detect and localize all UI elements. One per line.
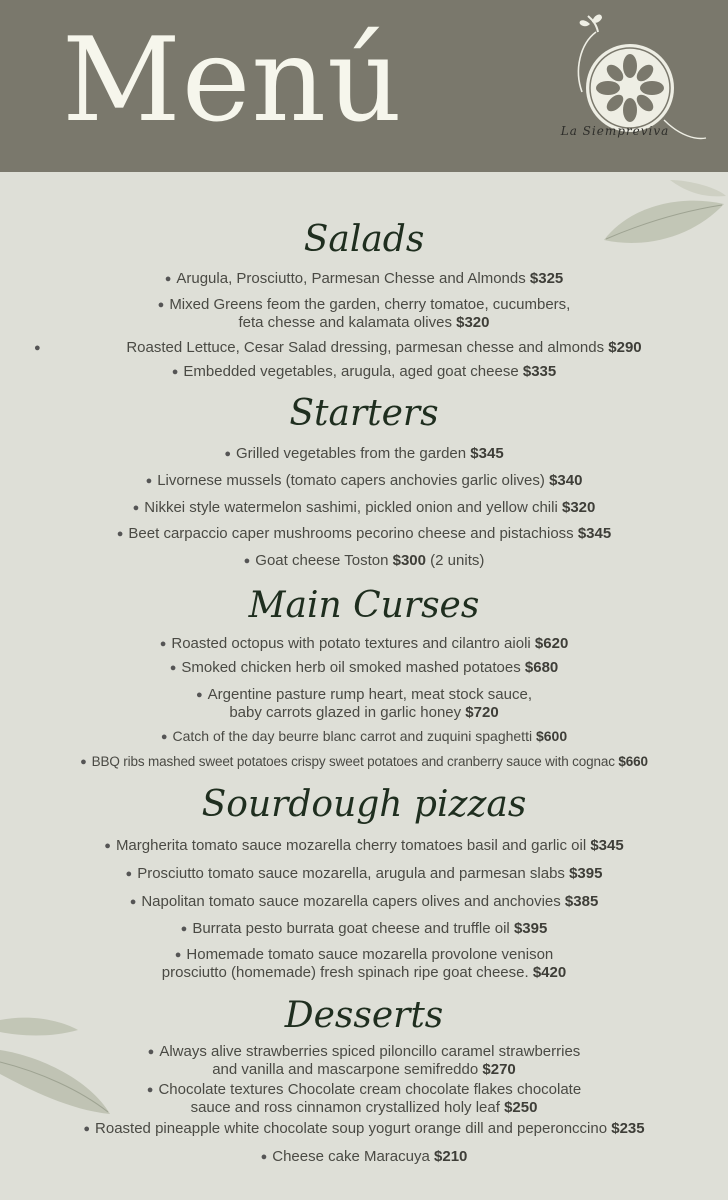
menu-item xyxy=(0,499,728,517)
item-description: Roasted octopus with potato textures and cilantro aioli xyxy=(171,635,531,652)
section-title-desserts: Desserts xyxy=(284,995,444,1036)
item-price: $660 xyxy=(618,754,648,769)
item-description: Napolitan tomato sauce mozarella capers olives and anchovies xyxy=(141,893,561,910)
item-description: Prosciutto tomato sauce mozarella, arugula and parmesan slabs xyxy=(137,865,565,882)
menu-item xyxy=(0,552,728,570)
item-price: $300 xyxy=(392,552,426,569)
bullet-icon: ● xyxy=(171,366,179,378)
section-title-starters: Starters xyxy=(289,393,439,434)
item-description: Chocolate textures Chocolate cream chocolate flakes chocolate xyxy=(158,1081,582,1098)
menu-item xyxy=(0,635,728,653)
item-price: $270 xyxy=(482,1061,516,1078)
bullet-icon: ● xyxy=(174,949,182,961)
menu-item xyxy=(0,1081,728,1116)
menu-item xyxy=(0,296,728,331)
bullet-icon: ● xyxy=(83,1123,91,1135)
item-description: Burrata pesto burrata goat cheese and truffle oil xyxy=(192,920,510,937)
bullet-icon: ● xyxy=(147,1046,155,1058)
menu-item xyxy=(0,472,728,490)
item-description: Margherita tomato sauce mozarella cherry tomatoes basil and garlic oil xyxy=(115,837,587,854)
item-price: $290 xyxy=(608,339,642,356)
item-description-line2: prosciutto (homemade) fresh spinach ripe goat cheese. xyxy=(161,964,529,981)
bullet-icon: ● xyxy=(80,756,87,768)
item-price: $235 xyxy=(611,1120,645,1137)
bullet-icon: ● xyxy=(260,1151,268,1163)
item-description: Grilled vegetables from the garden xyxy=(235,445,467,462)
menu-item xyxy=(0,270,728,288)
header-banner xyxy=(0,0,728,172)
item-price: $320 xyxy=(561,499,596,516)
menu-item xyxy=(0,865,728,883)
menu-item xyxy=(0,686,728,721)
bullet-icon: ● xyxy=(169,662,177,674)
item-price: $620 xyxy=(534,635,569,652)
bullet-icon: ● xyxy=(125,868,133,880)
item-price: $420 xyxy=(532,964,567,981)
item-description: Cheese cake Maracuya xyxy=(272,1148,430,1165)
menu-item xyxy=(0,363,728,381)
item-description: Smoked chicken herb oil smoked mashed potatoes xyxy=(181,659,521,676)
item-description: Embedded vegetables, arugula, aged goat cheese xyxy=(183,363,519,380)
menu-item xyxy=(0,946,728,981)
bullet-icon: ● xyxy=(129,896,137,908)
item-price: $250 xyxy=(504,1099,538,1116)
section-title-main-courses: Main Curses xyxy=(248,585,480,626)
menu-item xyxy=(0,753,728,771)
item-description: Nikkei style watermelon sashimi, pickled onion and yellow chili xyxy=(144,499,558,516)
item-price: $345 xyxy=(590,837,624,854)
item-description-line2: feta chesse and kalamata olives xyxy=(238,314,452,331)
item-note: (2 units) xyxy=(430,552,485,569)
bullet-icon: ● xyxy=(157,299,165,311)
menu-item xyxy=(0,1148,728,1166)
item-description: Beet carpaccio caper mushrooms pecorino cheese and pistachioss xyxy=(128,525,574,542)
menu-item xyxy=(0,920,728,938)
item-description: Arugula, Prosciutto, Parmesan Chesse and Almonds xyxy=(176,270,526,287)
item-price: $680 xyxy=(524,659,559,676)
menu-item xyxy=(0,659,728,677)
section-title-salads: Salads xyxy=(303,219,425,260)
bullet-icon: ● xyxy=(160,731,168,743)
item-description: Argentine pasture rump heart, meat stock sauce, xyxy=(207,686,532,703)
menu-item xyxy=(0,893,728,911)
item-price: $720 xyxy=(465,704,499,721)
bullet-icon: ● xyxy=(146,1084,154,1096)
item-price: $395 xyxy=(569,865,603,882)
menu-item xyxy=(20,339,728,356)
menu-item xyxy=(0,1120,728,1138)
menu-item xyxy=(0,525,728,543)
menu-item xyxy=(0,1043,728,1078)
item-price: $600 xyxy=(535,728,568,744)
menu-item xyxy=(0,445,728,463)
bullet-icon: ● xyxy=(132,502,140,514)
bullet-icon: ● xyxy=(164,273,172,285)
item-description: Mixed Greens feom the garden, cherry tomatoe, cucumbers, xyxy=(169,296,571,313)
item-price: $345 xyxy=(577,525,612,542)
bullet-icon: ● xyxy=(196,689,203,701)
item-description: Livornese mussels (tomato capers anchovies garlic olives) xyxy=(157,472,545,489)
item-price: $385 xyxy=(564,893,599,910)
item-price: $210 xyxy=(434,1148,468,1165)
item-price: $395 xyxy=(513,920,548,937)
section-title-sourdough-pizzas: Sourdough pizzas xyxy=(201,784,527,825)
item-description: Always alive strawberries spiced piloncillo caramel strawberries xyxy=(159,1043,581,1060)
bullet-icon: ● xyxy=(180,923,188,935)
item-price: $340 xyxy=(549,472,583,489)
item-description-line2: sauce and ross cinnamon crystallized holy leaf xyxy=(190,1099,500,1116)
bullet-icon: ● xyxy=(116,528,124,540)
bullet-icon: ● xyxy=(159,638,167,650)
item-price: $345 xyxy=(470,445,504,462)
item-price: $325 xyxy=(529,270,564,287)
item-price: $320 xyxy=(456,314,490,331)
item-price: $335 xyxy=(522,363,557,380)
menu-item xyxy=(0,837,728,855)
bullet-icon: ● xyxy=(104,840,111,852)
item-description: Roasted pineapple white chocolate soup yogurt orange dill and peperonccino xyxy=(95,1120,608,1137)
item-description: Roasted Lettuce, Cesar Salad dressing, parmesan chesse and almonds xyxy=(126,339,605,356)
bullet-icon: ● xyxy=(224,448,231,460)
item-description: Catch of the day beurre blanc carrot and zuquini spaghetti xyxy=(172,728,533,744)
item-description: Goat cheese Toston xyxy=(255,552,389,569)
menu-item xyxy=(0,728,728,746)
brand-name: La Siempreviva xyxy=(560,124,670,138)
bullet-icon: ● xyxy=(145,475,153,487)
bullet-icon: ● xyxy=(34,342,41,354)
item-description: BBQ ribs mashed sweet potatoes crispy sweet potatoes and cranberry sauce with cognac xyxy=(91,754,615,769)
item-description: Homemade tomato sauce mozarella provolone venison xyxy=(186,946,554,963)
bullet-icon: ● xyxy=(243,555,251,567)
menu-title: Menú xyxy=(62,13,403,148)
item-description-line2: and vanilla and mascarpone semifreddo xyxy=(212,1061,479,1078)
item-description-line2: baby carrots glazed in garlic honey xyxy=(229,704,462,721)
